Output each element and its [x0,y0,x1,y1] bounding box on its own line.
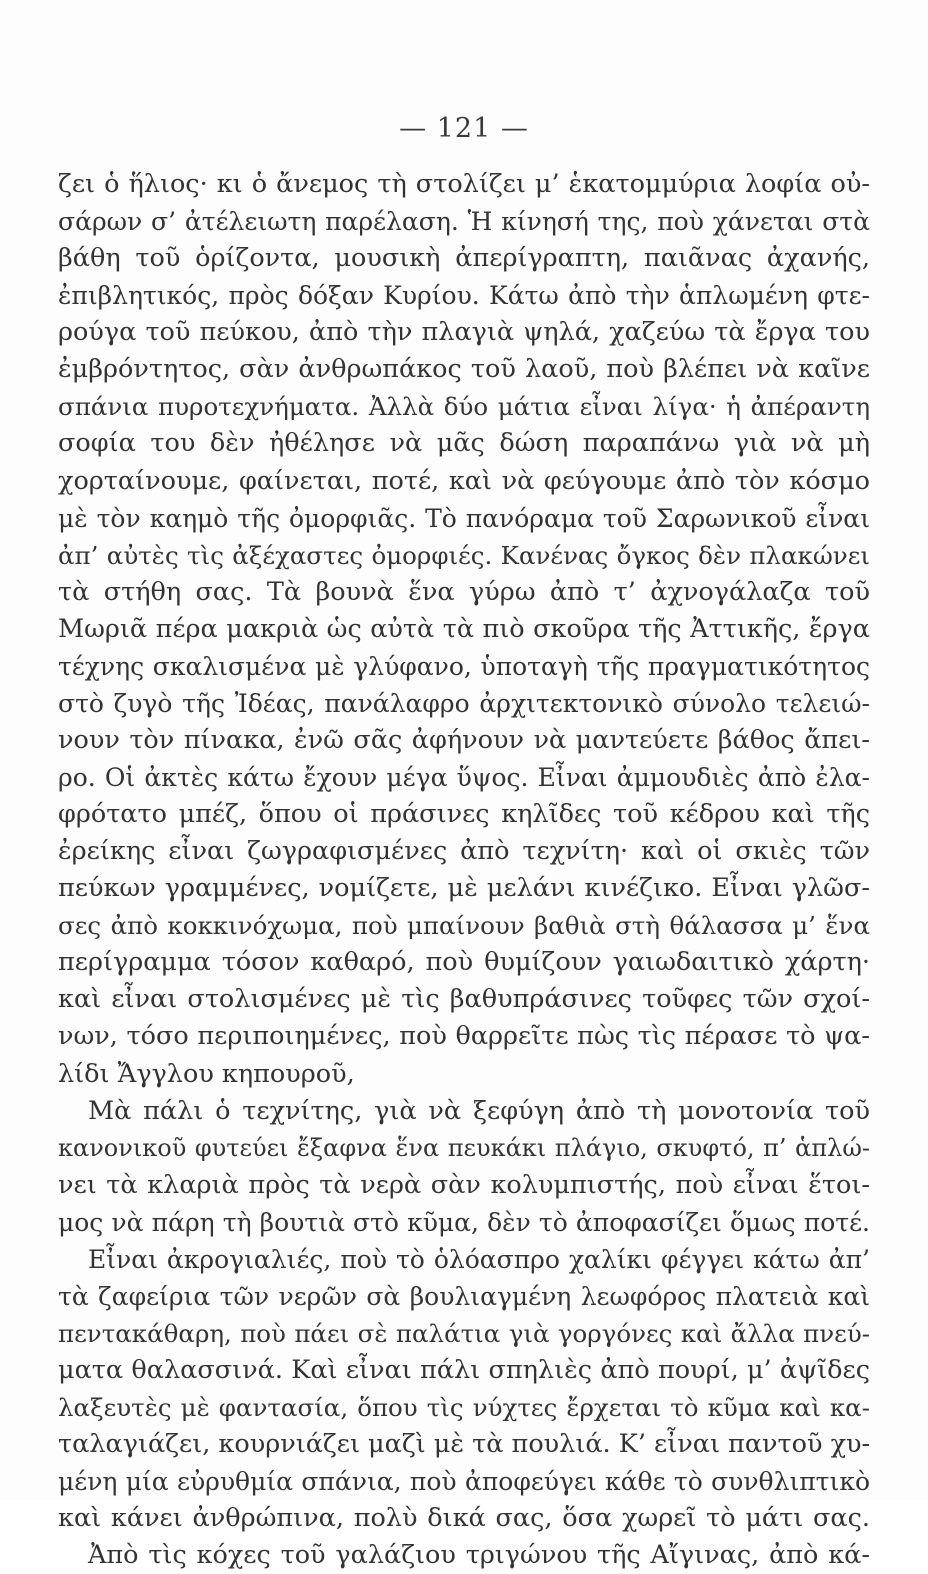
page-number: — 121 — [399,113,529,144]
text-line: σες ἀπὸ κοκκινόχωμα, ποὺ μπαίνουν βαθιὰ στὴ θάλασσα μ’ ἕνα [58,911,870,941]
text-line: λίδι Ἄγγλου κηπουροῦ, [58,1058,355,1089]
text-line: πεύκων γραμμένες, νομίζετε, μὲ μελάνι κινέζικο. Εἶναι γλῶσ- [58,873,870,904]
text-line: νουν τὸν πίνακα, ἐνῶ σᾶς ἀφήνουν νὰ μαντεύετε βάθος ἄπει- [58,724,870,755]
text-line: Μωριᾶ πέρα μακριὰ ὡς αὐτὰ τὰ πιὸ σκοῦρα τῆς Ἀττικῆς, ἔργα [58,613,870,644]
text-line: νων, τόσο περιποιημένες, ποὺ θαρρεῖτε πὼς τὶς πέρασε τὸ ψα- [58,1021,870,1052]
text-line: φρότατο μπέζ, ὅπου οἱ πράσινες κηλῖδες τοῦ κέδρου καὶ τῆς [58,799,870,830]
text-line: λαξευτὲς μὲ φαντασία, ὅπου τὶς νύχτες ἔρχεται τὸ κῦμα καὶ κα- [58,1393,870,1423]
text-line: τὰ ζαφείρια τῶν νερῶν σὰ βουλιαγμένη λεωφόρος πλατειὰ καὶ [58,1281,870,1311]
text-line: Ἀπὸ τὶς κόχες τοῦ γαλάζιου τριγώνου τῆς Αἴγινας, ἀπὸ κά- [88,1540,870,1571]
text-line: καὶ κάνει ἀνθρώπινα, πολὺ δικά σας, ὅσα χωρεῖ τὸ μάτι σας. [58,1503,870,1534]
text-line: νει τὰ κλαριὰ πρὸς τὰ νερὰ σὰν κολυμπιστής, ποὺ εἶναι ἕτοι- [58,1169,870,1200]
text-line: σπάνια πυροτεχνήματα. Ἀλλὰ δύο μάτια εἶναι λίγα· ἡ ἀπέραντη [58,392,870,422]
text-line: μος νὰ πάρη τὴ βουτιὰ στὸ κῦμα, δὲν τὸ ἀποφασίζει ὅμως ποτέ. [58,1207,870,1237]
text-line: μένη μία εὐρυθμία σπάνια, ποὺ ἀποφεύγει κάθε τὸ συνθλιπτικὸ [58,1467,870,1497]
text-line: Εἶναι ἀκρογιαλιές, ποὺ τὸ ὁλόασπρο χαλίκι φέγγει κάτω ἀπ’ [88,1244,870,1274]
text-line: καὶ εἶναι στολισμένες μὲ τὶς βαθυπράσινες τοῦφες τῶν σχοί- [58,984,870,1015]
text-line: ἐπιβλητικός, πρὸς δόξαν Κυρίου. Κάτω ἀπὸ τὴν ἁπλωμένη φτε- [58,281,870,311]
text-line: ζει ὁ ἥλιος· κι ὁ ἄνεμος τὴ στολίζει μ’ ἑκατομμύρια λοφία οὐ- [58,169,870,199]
text-line: πεντακάθαρη, ποὺ πάει σὲ παλάτια γιὰ γοργόνες καὶ ἄλλα πνεύ- [58,1318,870,1348]
text-line: ἐμβρόντητος, σὰν ἀνθρωπάκος τοῦ λαοῦ, ποὺ βλέπει νὰ καῖνε [58,354,870,385]
text-line: τέχνης σκαλισμένα μὲ γλύφανο, ὑποταγὴ τῆς πραγματικότητος [58,651,870,681]
text-line: σάρων σ’ ἀτέλειωτη παρέλαση. Ἡ κίνησή της, ποὺ χάνεται στὰ [58,207,870,237]
text-line: ἐρείκης εἶναι ζωγραφισμένες ἀπὸ τεχνίτη· καὶ οἱ σκιὲς τῶν [58,836,870,867]
text-line: ματα θαλασσινά. Καὶ εἶναι πάλι σπηλιὲς ἀπὸ πουρί, μ’ ἀψῖδες [58,1355,870,1385]
text-line: ταλαγιάζει, κουρνιάζει μαζὶ μὲ τὰ πουλιά. Κ’ εἶναι παντοῦ χυ- [58,1429,870,1460]
text-line: βάθη τοῦ ὁρίζοντα, μουσικὴ ἀπερίγραπτη, παιᾶνας ἀχανής, [58,243,870,274]
text-line: μὲ τὸν καημὸ τῆς ὀμορφιᾶς. Τὸ πανόραμα τοῦ Σαρωνικοῦ εἶναι [58,503,870,533]
text-line: περίγραμμα τόσον καθαρό, ποὺ θυμίζουν γαιωδαιτικὸ χάρτη· [58,947,870,978]
text-line: Μὰ πάλι ὁ τεχνίτης, γιὰ νὰ ξεφύγη ἀπὸ τὴ μονοτονία τοῦ [88,1095,870,1126]
text-line: ρο. Οἱ ἀκτὲς κάτω ἔχουν μέγα ὕψος. Εἶναι ἀμμουδιὲς ἀπὸ ἐλα- [58,763,870,792]
body-text [58,166,870,1574]
text-line: στὸ ζυγὸ τῆς Ἰδέας, πανάλαφρο ἀρχιτεκτονικὸ σύνολο τελειώ- [58,688,870,718]
text-line: χορταίνουμε, φαίνεται, ποτέ, καὶ νὰ φεύγουμε ἀπὸ τὸν κόσμο [58,465,870,496]
text-line: σοφία του δὲν ἠθέλησε νὰ μᾶς δώση παραπάνω γιὰ νὰ μὴ [58,428,870,459]
text-line: τὰ στήθη σας. Τὰ βουνὰ ἕνα γύρω ἀπὸ τ’ ἀχνογάλαζα τοῦ [58,576,870,607]
text-line: ἀπ’ αὐτὲς τὶς ἀξέχαστες ὀμορφιές. Κανένας ὄγκος δὲν πλακώνει [58,540,870,570]
text-line: κανονικοῦ φυτεύει ἔξαφνα ἕνα πευκάκι πλάγιο, σκυφτό, π’ ἁπλώ- [58,1133,870,1162]
text-line: ρούγα τοῦ πεύκου, ἀπὸ τὴν πλαγιὰ ψηλά, χαζεύω τὰ ἔργα του [58,317,870,348]
